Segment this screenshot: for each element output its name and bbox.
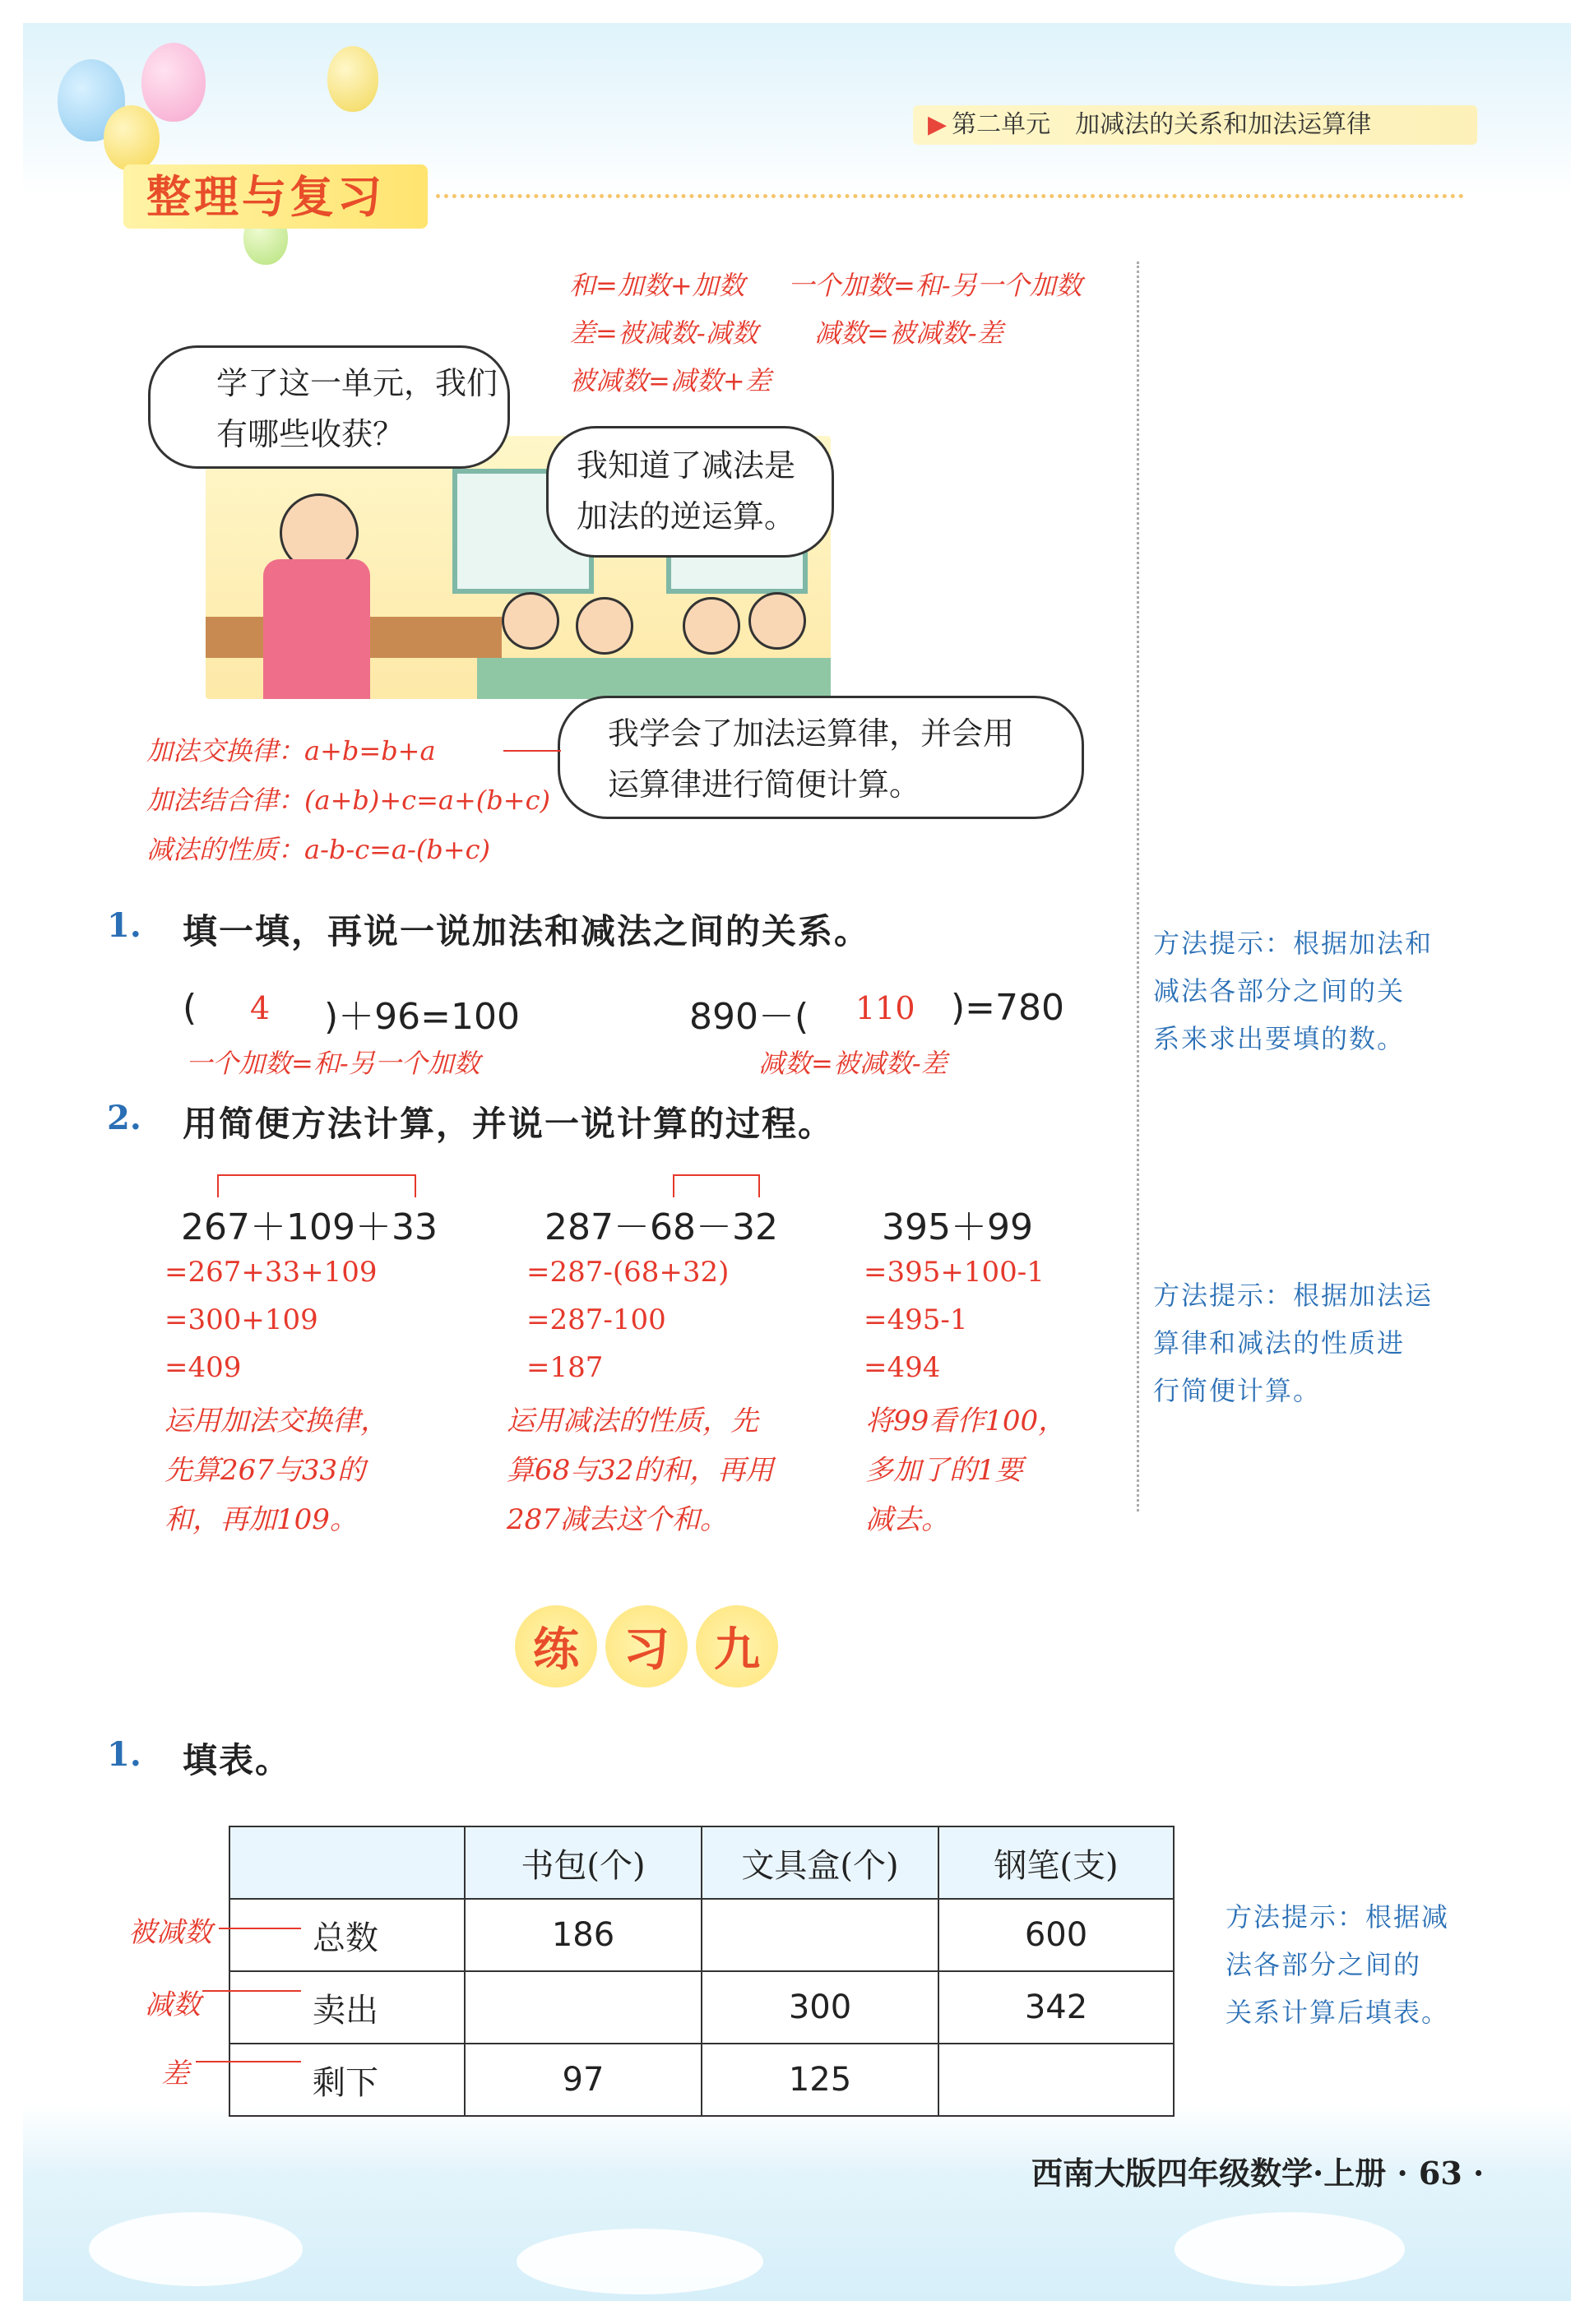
table-row: [229, 1971, 1174, 2044]
problem2-step3: =187: [526, 1351, 604, 1384]
table-row: [229, 2044, 1174, 2116]
fill-in-table: [229, 1826, 1175, 2117]
problem2-step2: =287-100: [526, 1303, 666, 1336]
student1-bubble-line2: 加法的逆运算。: [577, 498, 796, 535]
q1-text: 填一填，再说一说加法和减法之间的关系。: [183, 911, 871, 951]
problem1-step3: =409: [164, 1351, 242, 1384]
table-cell: 97: [465, 2044, 702, 2116]
balloon-yellow: [104, 105, 160, 171]
table-cell: 186: [465, 1899, 702, 1971]
q2-problem1-steps: [164, 1248, 378, 1391]
problem3-step3: =494: [864, 1351, 941, 1384]
q1-expr1-open: (: [183, 987, 197, 1029]
problem3-note3: 减去。: [865, 1503, 949, 1536]
hint-q1-line1: 方法提示：根据加法和: [1153, 928, 1434, 959]
margin-divider: [1137, 262, 1139, 1512]
hint-q2-line3: 行简便计算。: [1153, 1375, 1322, 1406]
teacher-bubble-line1: 学了这一单元，我们: [216, 365, 498, 401]
q1-number: 1.: [107, 906, 141, 945]
table-header-row: [229, 1826, 1174, 1899]
table-cell-blank[interactable]: [702, 1899, 938, 1971]
table-cell: 342: [938, 1971, 1174, 2044]
law-commutative: 加法交换律：a+b=b+a: [146, 735, 436, 766]
practice-q1-text: 填表。: [183, 1740, 292, 1780]
law-associative: 加法结合律：(a+b)+c=a+(b+c): [146, 785, 550, 816]
hint-q2-line2: 算律和减法的性质进: [1153, 1327, 1406, 1359]
table-cell-blank[interactable]: [938, 2044, 1174, 2116]
arrow-minuend: [219, 1928, 301, 1929]
hint-q2: [1153, 1271, 1433, 1414]
hint-practice-line3: 关系计算后填表。: [1226, 1997, 1450, 2028]
table-cell: 300: [702, 1971, 938, 2044]
student2-bubble-line2: 运算律进行简便计算。: [608, 766, 921, 803]
q2-number: 2.: [107, 1099, 141, 1137]
problem2-note3: 287减去这个和。: [507, 1503, 728, 1536]
side-label-minuend: 被减数: [128, 1916, 212, 1949]
problem1-note2: 先算267与33的: [164, 1454, 366, 1487]
note-difference: 差=被减数-减数: [569, 317, 758, 349]
problem3-step2: =495-1: [864, 1303, 968, 1336]
hint-q2-line1: 方法提示：根据加法运: [1153, 1280, 1434, 1311]
q1-expr2-rest: )=780: [951, 987, 1065, 1029]
teacher-speech-bubble: [148, 345, 510, 469]
side-label-difference: 差: [161, 2058, 189, 2090]
q1-expr1-note: 一个加数=和-另一个加数: [186, 1048, 480, 1079]
bracket-109-33: [217, 1174, 416, 1197]
q2-problem1-expr: 267＋109＋33: [181, 1206, 438, 1248]
table-cell: 600: [938, 1899, 1174, 1971]
q1-expr1-rest: )＋96=100: [324, 996, 521, 1038]
q2-text: 用简便方法计算，并说一说计算的过程。: [183, 1104, 835, 1144]
arrow-difference: [196, 2061, 301, 2062]
note-sum: 和=加数+加数: [569, 270, 745, 301]
table-header-cell: 钢笔(支): [938, 1826, 1174, 1899]
practice-q1-number: 1.: [107, 1735, 141, 1774]
law-subtraction-property: 减法的性质：a-b-c=a-(b+c): [146, 834, 491, 865]
q2-problem3-expr: 395＋99: [882, 1206, 1033, 1248]
table-header-cell: [229, 1826, 465, 1899]
q1-expr2-note: 减数=被减数-差: [758, 1048, 948, 1079]
note-subtrahend: 减数=被减数-差: [814, 317, 1003, 349]
bottom-sky-band: [23, 2105, 1571, 2301]
row-label: 总数: [229, 1899, 465, 1971]
table-cell: 125: [702, 2044, 938, 2116]
row-label: 剩下: [229, 2044, 465, 2116]
balloon-pink: [141, 43, 206, 122]
student-speech-bubble-1: [546, 426, 834, 558]
hint-q1-line2: 减法各部分之间的关: [1153, 975, 1406, 1007]
arrow-to-laws: [503, 750, 561, 752]
hint-practice: [1226, 1893, 1449, 2036]
practice-title-char-3: 九: [714, 1623, 760, 1677]
section-title: 整理与复习: [146, 170, 385, 223]
q1-expr2-answer: 110: [855, 990, 915, 1026]
teacher-bubble-line2: 有哪些收获？: [216, 416, 405, 452]
q2-problem3-note: [865, 1396, 1066, 1544]
problem3-note2: 多加了的1要: [865, 1454, 1023, 1487]
table-row: [229, 1899, 1174, 1971]
practice-title-char-1: 练: [533, 1623, 579, 1677]
problem1-step1: =267+33+109: [164, 1256, 378, 1289]
row-label: 卖出: [229, 1971, 465, 2044]
side-label-subtrahend: 减数: [145, 1988, 201, 2021]
arrow-subtrahend: [202, 1990, 301, 1992]
table-header-cell: 文具盒(个): [702, 1826, 938, 1899]
q2-problem2-note: [507, 1396, 774, 1544]
unit-header: [913, 105, 1477, 145]
student-speech-bubble-2: [558, 696, 1084, 819]
balloon-yellow-right: [327, 46, 378, 112]
hint-q1-line3: 系来求出要填的数。: [1153, 1023, 1406, 1054]
note-addend: 一个加数=和-另一个加数: [788, 270, 1082, 301]
q1-expr2-start: 890－(: [689, 996, 809, 1038]
q2-problem2-steps: [526, 1248, 729, 1391]
problem1-note3: 和，再加109。: [164, 1503, 358, 1536]
problem3-step1: =395+100-1: [864, 1256, 1045, 1289]
table-header-cell: 书包(个): [465, 1826, 702, 1899]
note-minuend: 被减数=减数+差: [569, 365, 772, 396]
q2-problem1-note: [164, 1396, 388, 1544]
unit-label: 第二单元 加减法的关系和加法运算律: [952, 110, 1372, 139]
q2-problem3-steps: [864, 1248, 1045, 1391]
practice-title-char-2: 习: [623, 1623, 670, 1677]
problem2-note1: 运用减法的性质，先: [507, 1405, 758, 1437]
hint-q1: [1153, 919, 1433, 1062]
problem1-step2: =300+109: [164, 1303, 318, 1336]
q2-problem2-expr: 287－68－32: [544, 1206, 778, 1248]
bracket-68-32: [673, 1174, 760, 1197]
page-footer: 西南大版四年级数学·上册 · 63 ·: [1031, 2155, 1485, 2192]
q1-expr1-answer: 4: [250, 990, 271, 1026]
student1-bubble-line1: 我知道了减法是: [577, 447, 796, 484]
problem3-note1: 将99看作100，: [865, 1405, 1067, 1437]
hint-practice-line1: 方法提示：根据减: [1226, 1901, 1450, 1933]
problem2-step1: =287-(68+32): [526, 1256, 730, 1289]
problem1-note1: 运用加法交换律，: [164, 1405, 388, 1437]
student2-bubble-line1: 我学会了加法运算律，并会用: [608, 715, 1015, 752]
table-cell-blank[interactable]: [465, 1971, 702, 2044]
play-triangle-icon: ▶: [928, 110, 948, 139]
hint-practice-line2: 法各部分之间的: [1226, 1949, 1422, 1980]
dotted-divider: [436, 194, 1464, 198]
problem2-note2: 算68与32的和，再用: [507, 1454, 774, 1487]
